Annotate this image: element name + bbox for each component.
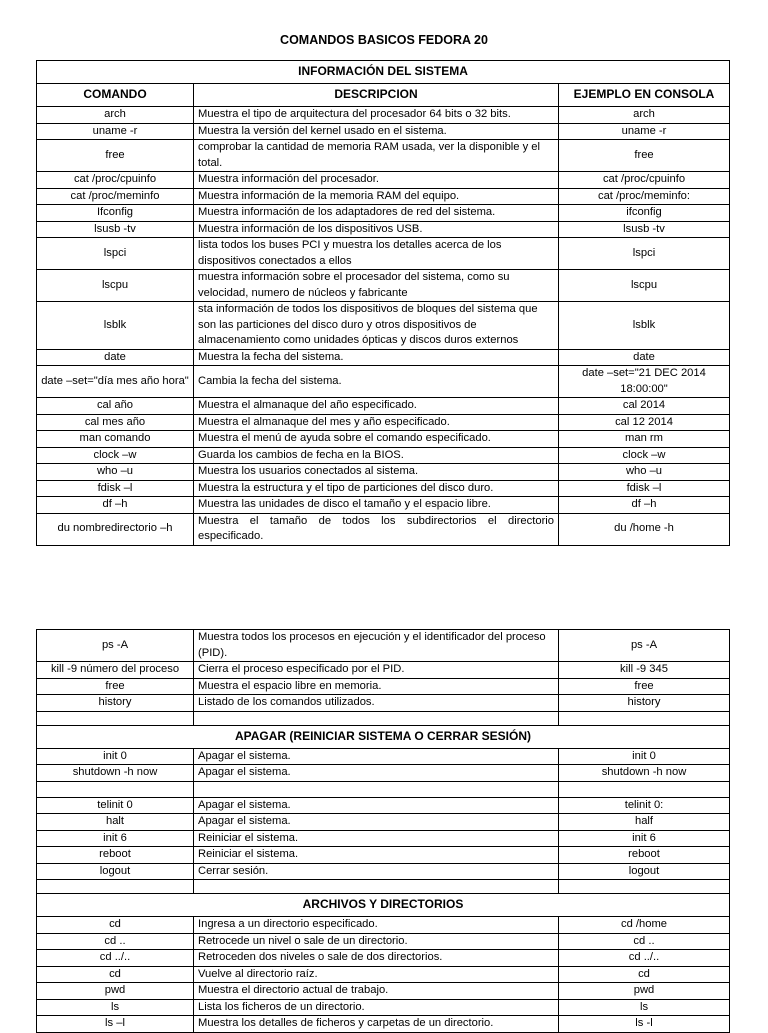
example-cell: cat /proc/cpuinfo	[559, 172, 730, 189]
table-row	[37, 172, 730, 189]
command-cell: reboot	[37, 847, 194, 864]
command-cell: telinit 0	[37, 797, 194, 814]
description-cell: Listado de los comandos utilizados.	[194, 695, 559, 712]
command-cell: date –set="día mes año hora"	[37, 366, 194, 398]
example-cell: lsblk	[559, 302, 730, 350]
command-cell: lspci	[37, 238, 194, 270]
table-row	[37, 398, 730, 415]
command-cell: du nombredirectorio –h	[37, 513, 194, 545]
description-cell: Muestra los usuarios conectados al sistema.	[194, 464, 559, 481]
table-row	[37, 765, 730, 782]
command-cell: cd ..	[37, 933, 194, 950]
example-cell: ifconfig	[559, 205, 730, 222]
description-cell: Muestra información de los adaptadores de red del sistema.	[194, 205, 559, 222]
description-cell: Retrocede un nivel o sale de un directorio.	[194, 933, 559, 950]
command-cell: halt	[37, 814, 194, 831]
section-title: INFORMACIÓN DEL SISTEMA	[37, 61, 730, 84]
command-cell: ps -A	[37, 630, 194, 662]
example-cell: init 0	[559, 748, 730, 765]
command-cell: pwd	[37, 983, 194, 1000]
table-row	[37, 748, 730, 765]
table-row	[37, 188, 730, 205]
example-cell: cat /proc/meminfo:	[559, 188, 730, 205]
description-cell: muestra información sobre el procesador del sistema, como su velocidad, numero de núcleos y fabricante	[194, 270, 559, 302]
example-cell: history	[559, 695, 730, 712]
example-cell: telinit 0:	[559, 797, 730, 814]
command-cell: cat /proc/cpuinfo	[37, 172, 194, 189]
command-cell: clock –w	[37, 447, 194, 464]
description-cell: Muestra la versión del kernel usado en el sistema.	[194, 123, 559, 140]
example-cell: du /home -h	[559, 513, 730, 545]
example-cell: arch	[559, 107, 730, 124]
command-cell: logout	[37, 863, 194, 880]
command-cell: cd	[37, 917, 194, 934]
example-cell: fdisk –l	[559, 480, 730, 497]
description-cell: Muestra el almanaque del año especificado.	[194, 398, 559, 415]
table-row	[37, 695, 730, 712]
example-cell: free	[559, 678, 730, 695]
table-row	[37, 414, 730, 431]
example-cell: logout	[559, 863, 730, 880]
command-cell: cat /proc/meminfo	[37, 188, 194, 205]
example-cell: cd	[559, 966, 730, 983]
table-row	[37, 302, 730, 350]
table-row	[37, 983, 730, 1000]
command-cell: man comando	[37, 431, 194, 448]
command-cell: init 6	[37, 830, 194, 847]
description-cell: Cierra el proceso especificado por el PID.	[194, 662, 559, 679]
description-cell: Ingresa a un directorio especificado.	[194, 917, 559, 934]
description-cell: Muestra el tipo de arquitectura del procesador 64 bits o 32 bits.	[194, 107, 559, 124]
command-cell: ls	[37, 999, 194, 1016]
table-row	[37, 966, 730, 983]
empty-row	[37, 781, 730, 797]
description-cell: Muestra el espacio libre en memoria.	[194, 678, 559, 695]
table-row	[37, 662, 730, 679]
table-row	[37, 221, 730, 238]
table-row	[37, 847, 730, 864]
example-cell: df –h	[559, 497, 730, 514]
table-row	[37, 513, 730, 545]
description-cell: Muestra información de los dispositivos USB.	[194, 221, 559, 238]
example-cell: lspci	[559, 238, 730, 270]
description-cell: Apagar el sistema.	[194, 814, 559, 831]
section-title: ARCHIVOS Y DIRECTORIOS	[37, 894, 730, 917]
description-cell: Muestra el menú de ayuda sobre el comando especificado.	[194, 431, 559, 448]
command-cell: cd ../..	[37, 950, 194, 967]
empty-row	[37, 711, 730, 725]
command-cell: cd	[37, 966, 194, 983]
example-cell: clock –w	[559, 447, 730, 464]
table-row	[37, 480, 730, 497]
description-cell: Muestra los detalles de ficheros y carpetas de un directorio.	[194, 1016, 559, 1033]
example-cell: uname -r	[559, 123, 730, 140]
example-cell: lscpu	[559, 270, 730, 302]
description-cell: Muestra el tamaño de todos los subdirectorios el directorio especificado.	[194, 513, 559, 545]
description-cell: Muestra la fecha del sistema.	[194, 349, 559, 366]
table-row	[37, 678, 730, 695]
commands-table-continued	[36, 629, 730, 1033]
table-row	[37, 999, 730, 1016]
example-cell: cal 12 2014	[559, 414, 730, 431]
command-cell: lsblk	[37, 302, 194, 350]
command-cell: shutdown -h now	[37, 765, 194, 782]
description-cell: Vuelve al directorio raíz.	[194, 966, 559, 983]
example-cell: who –u	[559, 464, 730, 481]
table-row	[37, 814, 730, 831]
example-cell: cd /home	[559, 917, 730, 934]
command-cell: free	[37, 140, 194, 172]
description-cell: Apagar el sistema.	[194, 765, 559, 782]
description-cell: sta información de todos los dispositivos de bloques del sistema que son las particiones del disco duro y otros dispositivos de almacenamiento como unidades ópticas y discos duros externos	[194, 302, 559, 350]
table-row	[37, 349, 730, 366]
description-cell: Reiniciar el sistema.	[194, 830, 559, 847]
example-cell: man rm	[559, 431, 730, 448]
table-row	[37, 917, 730, 934]
command-cell: Ifconfig	[37, 205, 194, 222]
command-cell: uname -r	[37, 123, 194, 140]
table-row	[37, 205, 730, 222]
command-cell: date	[37, 349, 194, 366]
description-cell: Muestra la estructura y el tipo de particiones del disco duro.	[194, 480, 559, 497]
example-cell: ls -l	[559, 1016, 730, 1033]
column-header-command: COMANDO	[37, 84, 194, 107]
example-cell: kill -9 345	[559, 662, 730, 679]
table-row	[37, 123, 730, 140]
column-header-example: EJEMPLO EN CONSOLA	[559, 84, 730, 107]
example-cell: free	[559, 140, 730, 172]
description-cell: Apagar el sistema.	[194, 797, 559, 814]
command-cell: kill -9 número del proceso	[37, 662, 194, 679]
example-cell: shutdown -h now	[559, 765, 730, 782]
command-cell: history	[37, 695, 194, 712]
example-cell: ls	[559, 999, 730, 1016]
table-row	[37, 107, 730, 124]
command-cell: cal año	[37, 398, 194, 415]
command-cell: free	[37, 678, 194, 695]
document-title: COMANDOS BASICOS FEDORA 20	[280, 33, 488, 47]
table-row	[37, 366, 730, 398]
example-cell: lsusb -tv	[559, 221, 730, 238]
description-cell: Muestra el almanaque del mes y año especificado.	[194, 414, 559, 431]
example-cell: cal 2014	[559, 398, 730, 415]
column-header-description: DESCRIPCION	[194, 84, 559, 107]
description-cell: Muestra el directorio actual de trabajo.	[194, 983, 559, 1000]
section-title: APAGAR (REINICIAR SISTEMA O CERRAR SESIÓN)	[37, 725, 730, 748]
table-row	[37, 630, 730, 662]
command-cell: df –h	[37, 497, 194, 514]
example-cell: init 6	[559, 830, 730, 847]
command-cell: arch	[37, 107, 194, 124]
description-cell: Cambia la fecha del sistema.	[194, 366, 559, 398]
example-cell: cd ../..	[559, 950, 730, 967]
example-cell: date	[559, 349, 730, 366]
description-cell: Apagar el sistema.	[194, 748, 559, 765]
description-cell: Retroceden dos niveles o sale de dos directorios.	[194, 950, 559, 967]
example-cell: reboot	[559, 847, 730, 864]
empty-row	[37, 880, 730, 894]
command-cell: who –u	[37, 464, 194, 481]
system-info-table	[36, 60, 730, 546]
description-cell: lista todos los buses PCI y muestra los detalles acerca de los dispositivos conectados a ellos	[194, 238, 559, 270]
command-cell: fdisk –l	[37, 480, 194, 497]
description-cell: comprobar la cantidad de memoria RAM usada, ver la disponible y el total.	[194, 140, 559, 172]
table-row	[37, 497, 730, 514]
command-cell: init 0	[37, 748, 194, 765]
example-cell: date –set="21 DEC 2014 18:00:00"	[559, 366, 730, 398]
description-cell: Muestra información del procesador.	[194, 172, 559, 189]
description-cell: Reiniciar el sistema.	[194, 847, 559, 864]
description-cell: Muestra información de la memoria RAM del equipo.	[194, 188, 559, 205]
description-cell: Guarda los cambios de fecha en la BIOS.	[194, 447, 559, 464]
table-row	[37, 464, 730, 481]
description-cell: Muestra todos los procesos en ejecución y el identificador del proceso (PID).	[194, 630, 559, 662]
table-row	[37, 431, 730, 448]
example-cell: half	[559, 814, 730, 831]
table-row	[37, 863, 730, 880]
table-row	[37, 950, 730, 967]
command-cell: ls –l	[37, 1016, 194, 1033]
command-cell: cal mes año	[37, 414, 194, 431]
command-cell: lscpu	[37, 270, 194, 302]
description-cell: Cerrar sesión.	[194, 863, 559, 880]
table-row	[37, 270, 730, 302]
table-row	[37, 797, 730, 814]
table-row	[37, 447, 730, 464]
example-cell: pwd	[559, 983, 730, 1000]
command-cell: lsusb -tv	[37, 221, 194, 238]
description-cell: Muestra las unidades de disco el tamaño y el espacio libre.	[194, 497, 559, 514]
table-row	[37, 238, 730, 270]
example-cell: ps -A	[559, 630, 730, 662]
description-cell: Lista los ficheros de un directorio.	[194, 999, 559, 1016]
table-row	[37, 830, 730, 847]
table-row	[37, 933, 730, 950]
example-cell: cd ..	[559, 933, 730, 950]
table-row	[37, 140, 730, 172]
